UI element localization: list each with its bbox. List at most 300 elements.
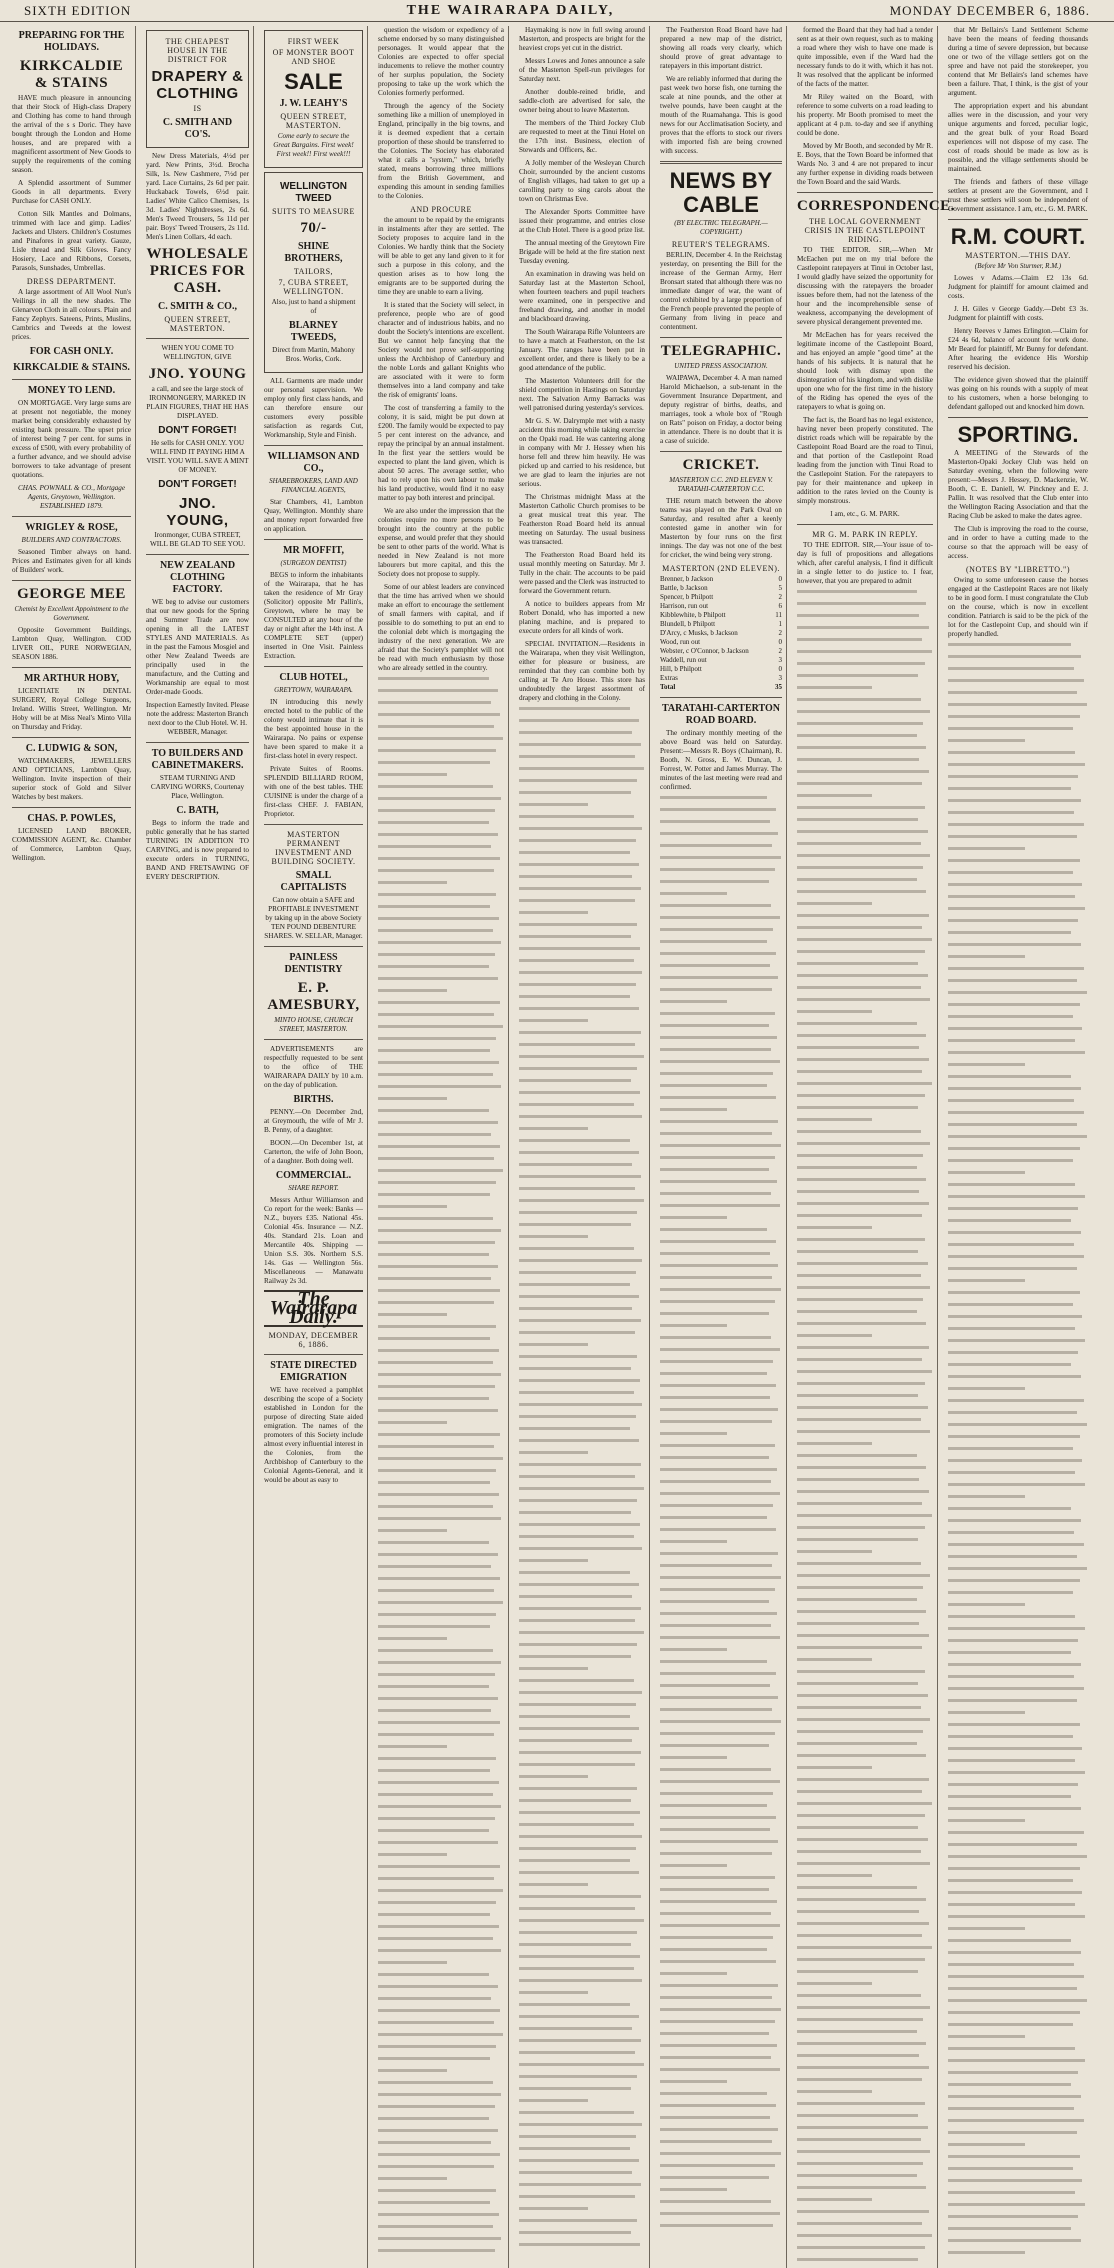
text-line [660, 1888, 782, 1897]
text-line [948, 1675, 1088, 1684]
text-line [378, 1769, 504, 1778]
text-line [797, 1310, 933, 1319]
text-line [797, 1634, 933, 1643]
text-line [948, 1351, 1088, 1360]
text-line [948, 967, 1088, 976]
text-line [948, 2011, 1088, 2020]
text-line [519, 2123, 645, 2132]
text-line [797, 2018, 933, 2027]
text-line [797, 1406, 933, 1415]
text-line [519, 1955, 645, 1964]
kirkcaldie-intro: HAVE much pleasure in announcing that their Stock of High-class Drapery and Clothing has come to hand through the arrival of the s s Doric. They have bought through the London and Home houses, and are prepared with a magnificent assortment of New Goods to supply the requirements of the coming season. [12, 94, 131, 174]
text-line [948, 2143, 1088, 2152]
correspondence-heading: CORRESPONDENCE. [797, 198, 955, 214]
text-line [660, 2044, 782, 2053]
local-news-4: The members of the Third Jockey Club are requested to meet at the Tinui Hotel on the 17th inst. Business, election of Stewards and Officers, &c. [519, 119, 645, 154]
editorial-para-6: We are also under the impression that the colonies require no more persons to be brought into the country at the public expense, and would prefer that they should be sent to other parts of the world. What is needed in New Zealand is not more labourers but more capital, and this the Society does not propose to supply. [378, 507, 504, 578]
divider [12, 737, 131, 738]
club-hotel-heading: CLUB HOTEL, [279, 672, 348, 683]
text-line [797, 2150, 933, 2159]
text-line [519, 1523, 645, 1532]
local-news-5: A Jolly member of the Wesleyan Church Choir, surrounded by the ancient customs of English villages, had taken to get up a carolling party to sing carols about the town on Christmas Eve. [519, 159, 645, 203]
text-line [660, 1372, 782, 1381]
text-line [519, 1727, 645, 1736]
text-line [797, 1526, 933, 1535]
text-line [378, 725, 504, 734]
divider [948, 417, 1088, 418]
local-news-13: The Featherston Road Board held its usual monthly meeting on Saturday. Mr J. Tully in the chair. The accounts to be paid were passed and the Clerk was instructed to forward the Government return. [519, 551, 645, 595]
text-line [519, 1187, 645, 1196]
text-line [378, 1721, 504, 1730]
text-line [378, 1097, 504, 1106]
text-line [797, 2030, 933, 2039]
runs-value: 35 [775, 683, 782, 691]
text-line [948, 1639, 1088, 1648]
text-line [378, 1853, 504, 1862]
text-line [797, 1070, 933, 1079]
text-line [378, 737, 504, 746]
text-line [797, 1046, 933, 1055]
text-line [948, 1939, 1088, 1948]
text-line [948, 895, 1088, 904]
ludwig-heading: C. LUDWIG & SON, [25, 743, 118, 754]
text-line [660, 928, 782, 937]
text-line [519, 839, 645, 848]
text-line [519, 1691, 645, 1700]
text-line [519, 1595, 645, 1604]
text-line [378, 1973, 504, 1982]
text-line [797, 1802, 933, 1811]
text-line [948, 1543, 1088, 1552]
text-line [797, 1838, 933, 1847]
shine-note: Also, just to hand a shipment of [271, 298, 356, 315]
text-line [378, 1073, 504, 1082]
text-line [378, 1601, 504, 1610]
text-line [660, 1648, 782, 1657]
text-line [660, 1504, 782, 1513]
text-line [519, 1271, 645, 1280]
batsman-entry: Spencer, b Philpott [660, 593, 714, 601]
text-line [660, 1624, 782, 1633]
smith-firm-name: C. SMITH & CO., [158, 301, 237, 312]
text-line [660, 1144, 782, 1153]
text-line [519, 1787, 645, 1796]
text-line [378, 2141, 504, 2150]
text-line [660, 1084, 782, 1093]
text-line [797, 1754, 933, 1763]
batsman-entry: Extras [660, 674, 678, 682]
text-line [519, 1211, 645, 1220]
text-line [948, 1963, 1088, 1972]
batsman-entry: Hill, b Philpott [660, 665, 702, 673]
divider [264, 539, 363, 540]
text-line [660, 1408, 782, 1417]
text-line [660, 2200, 782, 2209]
text-line [660, 1204, 782, 1213]
text-line [660, 1768, 782, 1777]
text-line [519, 1175, 645, 1184]
text-line [519, 899, 645, 908]
text-line [948, 1003, 1088, 1012]
text-line [519, 2183, 645, 2192]
text-line [948, 907, 1088, 916]
column-6-text-lines [660, 796, 782, 2233]
text-line [660, 940, 782, 949]
text-line [660, 1384, 782, 1393]
text-line [797, 842, 933, 851]
text-line [660, 1012, 782, 1021]
scorecard-row [660, 647, 782, 656]
text-line [660, 2092, 782, 2101]
text-line [378, 1517, 504, 1526]
text-line [660, 916, 782, 925]
text-line [660, 1852, 782, 1861]
text-line [797, 1334, 933, 1343]
text-line [519, 851, 645, 860]
text-line [948, 1519, 1088, 1528]
text-line [660, 1228, 782, 1237]
divider [264, 824, 363, 825]
text-line [948, 2023, 1088, 2032]
court-case-1: Lowes v Adams.—Claim £2 13s 6d. Judgment for plaintiff for amount claimed and costs. [948, 274, 1088, 300]
text-line [660, 844, 782, 853]
mee-heading: GEORGE MEE [17, 586, 126, 602]
text-line [519, 1163, 645, 1172]
text-line [797, 2246, 933, 2255]
batsman-entry: Battle, b Jackson [660, 584, 708, 592]
column-1 [8, 26, 136, 2268]
text-line [797, 1898, 933, 1907]
text-line [948, 1771, 1088, 1780]
text-line [660, 1132, 782, 1141]
text-line [660, 1348, 782, 1357]
text-line [660, 856, 782, 865]
text-line [797, 1154, 933, 1163]
text-line [378, 1349, 504, 1358]
ludwig-text: WATCHMAKERS, JEWELLERS AND OPTICIANS, Lambton Quay, Wellington. Invite inspection of their superior stock of Gold and Silver Watches by best makers. [12, 757, 131, 801]
text-line [797, 1778, 933, 1787]
text-line [378, 1589, 504, 1598]
text-line [378, 1961, 504, 1970]
text-line [948, 2059, 1088, 2068]
text-line [797, 1766, 933, 1775]
text-line [519, 827, 645, 836]
text-line [519, 995, 645, 1004]
text-line [660, 1732, 782, 1741]
moffit-sub: (SURGEON DENTIST) [280, 559, 347, 567]
text-line [378, 1421, 504, 1430]
runs-value: 0 [778, 665, 782, 673]
local-news-15: SPECIAL INVITATION.—Residents in the Wairarapa, when they visit Wellington, either for pleasure or business, are reminded that they can combine both by calling at Te Aro House. This store has undoubtedly the largest assortment of drapery and clothing in the Colony. [519, 640, 645, 702]
text-line [660, 796, 782, 805]
text-line [797, 1442, 933, 1451]
text-line [948, 1843, 1088, 1852]
text-line [797, 1706, 933, 1715]
kirkcaldie-heading: KIRKCALDIE & STAINS [19, 58, 124, 91]
runs-value: 2 [778, 629, 782, 637]
club-hotel-sub: GREYTOWN, WAIRARAPA. [274, 686, 353, 694]
text-line [378, 1673, 504, 1682]
text-line [519, 1223, 645, 1232]
text-line [797, 1082, 933, 1091]
text-line [660, 1468, 782, 1477]
text-line [378, 2009, 504, 2018]
text-line [660, 868, 782, 877]
text-line [948, 943, 1088, 952]
text-line [378, 1109, 504, 1118]
text-line [378, 1409, 504, 1418]
text-line [378, 1889, 504, 1898]
text-line [948, 1699, 1088, 1708]
text-line [797, 1034, 933, 1043]
shine-address: 7, CUBA STREET, WELLINGTON. [278, 278, 349, 296]
divider [797, 524, 933, 525]
telegraphic-heading: TELEGRAPHIC. [660, 343, 782, 359]
text-line [948, 2203, 1088, 2212]
scorecard-row [660, 638, 782, 647]
text-line [797, 1250, 933, 1259]
text-line [948, 1459, 1088, 1468]
text-line [660, 2032, 782, 2041]
text-line [948, 1903, 1088, 1912]
text-line [797, 974, 933, 983]
powles-heading: CHAS. P. POWLES, [27, 813, 116, 824]
text-line [519, 2207, 645, 2216]
text-line [797, 1850, 933, 1859]
text-line [660, 1804, 782, 1813]
text-line [660, 1996, 782, 2005]
text-line [378, 1877, 504, 1886]
text-line [948, 2047, 1088, 2056]
text-line [948, 751, 1088, 760]
text-line [948, 1111, 1088, 1120]
batsman-entry: Kibblewhite, b Philpott [660, 611, 726, 619]
text-line [948, 1147, 1088, 1156]
dress-dept-text: A large assortment of All Wool Nun's Veilings in all the new shades. The Glenarvon Cloth in all colours. Plain and Fancy Zephyrs. Sateens, Prints, Muslins, Cambrics and Tweeds at the lowest prices. [12, 288, 131, 341]
text-line [378, 1925, 504, 1934]
text-line [519, 2111, 645, 2120]
text-line [948, 1339, 1088, 1348]
text-line [378, 1697, 504, 1706]
text-line [519, 1871, 645, 1880]
text-line [797, 650, 933, 659]
text-line [948, 1855, 1088, 1864]
text-line [948, 1495, 1088, 1504]
park-letter-3: The friends and fathers of these village settlers at present are the Government, and I trust these settlers will soon be independent of Government assistance. I am, etc., G. M. PARK. [948, 178, 1088, 213]
text-line [519, 887, 645, 896]
divider [12, 516, 131, 517]
text-line [378, 1025, 504, 1034]
text-line [378, 809, 504, 818]
text-line [660, 832, 782, 841]
text-line [519, 1967, 645, 1976]
local-news-9: The South Wairarapa Rifle Volunteers are to have a match at Featherston, on the 1st January. The ranges have been put in excellent order, and there is likely to be a good attendance of the public. [519, 328, 645, 372]
text-line [378, 1085, 504, 1094]
text-line [660, 1180, 782, 1189]
text-line [797, 1622, 933, 1631]
text-line [948, 1747, 1088, 1756]
text-line [948, 1507, 1088, 1516]
local-news-1: Haymaking is now in full swing around Masterton, and prospects are bright for the heaviest crops yet cut in the district. [519, 26, 645, 52]
letter-para-1: TO THE EDITOR. SIR,—When Mr McEachen put me on my trial before the Castlepoint ratepayers at Tinui in October last, I would gladly have seized the opportunity for discussing with the ratepayers the broader issues before them, had not the lateness of the hour and the incomprehensible sense of weakness, accompanying the development of severe physical derangement prevented me. [797, 246, 933, 326]
scorecard-row [660, 593, 782, 602]
text-line [519, 1379, 645, 1388]
scorecard-row [660, 629, 782, 638]
text-line [378, 797, 504, 806]
text-line [519, 779, 645, 788]
text-line [378, 1829, 504, 1838]
text-line [797, 866, 933, 875]
text-line [660, 1948, 782, 1957]
runs-value: 1 [778, 620, 782, 628]
text-line [519, 1763, 645, 1772]
text-line [797, 1970, 933, 1979]
text-line [948, 1399, 1088, 1408]
text-line [797, 1730, 933, 1739]
text-line [519, 1559, 645, 1568]
text-line [660, 1672, 782, 1681]
text-line [797, 1418, 933, 1427]
text-line [797, 1298, 933, 1307]
text-line [519, 755, 645, 764]
text-line [378, 2249, 504, 2258]
text-line [519, 2171, 645, 2180]
text-line [797, 1790, 933, 1799]
text-line [378, 2129, 504, 2138]
text-line [797, 1274, 933, 1283]
text-line [660, 1264, 782, 1273]
text-line [378, 1733, 504, 1742]
text-line [797, 998, 933, 1007]
runs-value: 5 [778, 584, 782, 592]
text-line [378, 881, 504, 890]
text-line [797, 806, 933, 815]
text-line [948, 835, 1088, 844]
text-line [660, 2212, 782, 2221]
text-line [378, 1469, 504, 1478]
text-line [378, 2201, 504, 2210]
text-line [948, 2191, 1088, 2200]
text-line [948, 1879, 1088, 1888]
cable-sub: (BY ELECTRIC TELEGRAPH.—COPYRIGHT.) [674, 219, 768, 236]
text-line [519, 1571, 645, 1580]
text-line [378, 1841, 504, 1850]
text-line [660, 1192, 782, 1201]
text-line [948, 1783, 1088, 1792]
text-line [660, 1036, 782, 1045]
amesbury-heading: E. P. AMESBURY, [267, 980, 360, 1013]
text-line [948, 1927, 1088, 1936]
letter-para-3: The fact is, the Board has no legal existence, having never been properly constituted. The district roads which will be repairable by the Castlepoint Road Board are the road to Tinui, and that portion of the Castlepoint Road leading from the junction with Tinui Road to the Castlepoint Station. For the ratepayers to pay for their maintenance and upkeep in addition to the rates levied on the County is simply monstrous. [797, 416, 933, 505]
text-line [948, 2107, 1088, 2116]
dont-forget-heading-2: DON'T FORGET! [158, 479, 237, 490]
cash-only-heading: FOR CASH ONLY. [29, 346, 114, 357]
text-line [519, 1307, 645, 1316]
text-line [378, 1613, 504, 1622]
cricket-report: THE return match between the above teams was played on the Park Oval on Saturday, and resulted after a keenly contested game in another win for Masterton by four runs on the first innings. The day was not one of the best for cricket, the wind being very strong. [660, 497, 782, 559]
divider [660, 161, 782, 164]
text-line [660, 1240, 782, 1249]
text-line [948, 1471, 1088, 1480]
text-line [660, 1420, 782, 1429]
mee-text: Opposite Government Buildings, Lambton Quay, Wellington. COD LIVER OIL, PURE NORWEGIAN, SEASON 1886. [12, 626, 131, 661]
divider [146, 742, 249, 743]
text-line [797, 1118, 933, 1127]
shine-price: 70/- [300, 220, 327, 236]
editorial-para-4: It is stated that the Society will select, in preference, people who are of good character and of industrious habits, and no doubt the Society's intentions are excellent. But we cannot help fancying that the Society would not prove self-supporting unless the Archbishop of Canterbury and the noble Lords and gallant Knights who are associated with it were to form themselves into a land company and take the risk of emigrants' loans. [378, 301, 504, 399]
text-line [378, 1757, 504, 1766]
text-line [378, 1181, 504, 1190]
letter-signature: I am, etc., G. M. PARK. [830, 510, 900, 518]
text-line [519, 1295, 645, 1304]
builders-heading: TO BUILDERS AND CABINETMAKERS. [151, 748, 244, 771]
court-case-4: The evidence given showed that the plaintiff was going on his rounds with a supply of meat to his customers, when a horse belonging to defendant galloped out and knocked him down. [948, 376, 1088, 411]
scorecard-row [660, 584, 782, 593]
club-hotel-billiards: Private Suites of Rooms. SPLENDID BILLIARD ROOM, with one of the best tables. THE CUISINE is under the charge of a first-class CHEF. J. FABIAN, Proprietor. [264, 765, 363, 818]
text-line [378, 1949, 504, 1958]
text-line [519, 1367, 645, 1376]
text-line [378, 2021, 504, 2030]
text-line [797, 1058, 933, 1067]
text-line [519, 935, 645, 944]
text-line [797, 782, 933, 791]
text-line [660, 976, 782, 985]
road-board-para-1: formed the Board that they had had a tender sent as at their own request, such as to making a road where they wish to have one made is quite impossible, even if the Ward had the necessary funds to do it with, which it has not. It was resolved that the applicant be informed of the facts of the matter. [797, 26, 933, 88]
text-line [519, 2063, 645, 2072]
text-line [660, 952, 782, 961]
cricket-sub: MASTERTON C.C. 2ND ELEVEN V. TARATAHI-CARTERTON C.C. [669, 476, 773, 493]
text-line [797, 950, 933, 959]
text-line [797, 986, 933, 995]
text-line [948, 1075, 1088, 1084]
birth-boon: BOON.—On December 1st, at Carterton, the wife of John Boon, of a daughter. Both doing well. [264, 1139, 363, 1165]
text-line [660, 1108, 782, 1117]
money-to-lend-heading: MONEY TO LEND. [27, 385, 116, 396]
text-line [948, 811, 1088, 820]
mee-subheading: Chemist by Excellent Appointment to the Government. [14, 605, 129, 622]
text-line [519, 1139, 645, 1148]
amesbury-sub: MINTO HOUSE, CHURCH STREET, MASTERTON. [274, 1016, 353, 1033]
text-line [660, 1444, 782, 1453]
text-line [378, 893, 504, 902]
text-line [660, 1708, 782, 1717]
shine-firm: SHINE BROTHERS, [284, 241, 343, 264]
text-line [519, 2051, 645, 2060]
text-line [948, 1255, 1088, 1264]
taratahi-text: The ordinary monthly meeting of the above Board was held on Saturday. Present:—Messrs R. Boys (Chairman), R. Booth, N. Gross, E. W. Duncan, J. Forrest, W. Potter and James Murray. The minutes of the last meeting were read and confirmed. [660, 729, 782, 791]
text-line [519, 2243, 645, 2252]
text-line [660, 880, 782, 889]
text-line [797, 1934, 933, 1943]
text-line [797, 1610, 933, 1619]
text-line [948, 1195, 1088, 1204]
reply-heading: MR G. M. PARK IN REPLY. [812, 530, 918, 539]
taratahi-heading: TARATAHI-CARTERTON ROAD BOARD. [661, 703, 780, 726]
text-line [378, 677, 504, 686]
column-5-text-lines [519, 707, 645, 2252]
column-3 [260, 26, 368, 2268]
text-line [519, 1979, 645, 1988]
young-address: Ironmonger, CUBA STREET, WILL BE GLAD TO SEE YOU. [149, 531, 246, 548]
text-line [660, 820, 782, 829]
text-line [660, 1000, 782, 1009]
court-sub: MASTERTON.—THIS DAY. [965, 251, 1071, 260]
text-line [378, 941, 504, 950]
text-line [519, 2003, 645, 2012]
text-line [948, 1735, 1088, 1744]
text-line [948, 1219, 1088, 1228]
text-line [948, 1975, 1088, 1984]
